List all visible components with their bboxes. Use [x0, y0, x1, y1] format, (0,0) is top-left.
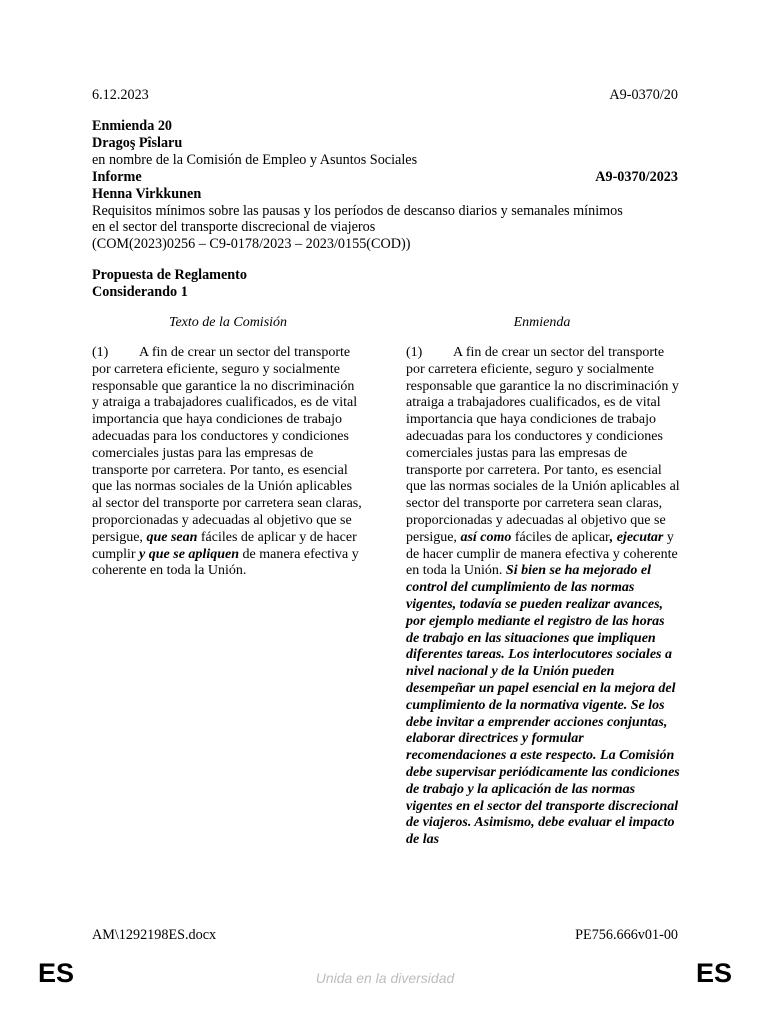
amendment-title: Enmienda 20: [92, 118, 173, 134]
commission-paragraph-number: (1): [92, 345, 109, 360]
commission-text-bold-2: y que se apliquen: [139, 546, 239, 562]
proposal-type: Propuesta de Reglamento: [92, 267, 247, 283]
language-code-right: ES: [695, 958, 732, 988]
subject-line-1: Requisitos mínimos sobre las pausas y los períodos de descanso diarios y semanales mínimos: [92, 203, 623, 219]
footer-pe-reference: PE756.666v01-00: [575, 927, 678, 943]
amendment-author: Dragoş Pîslaru: [92, 135, 183, 151]
footer-document-id: AM\1292198ES.docx: [92, 927, 217, 943]
amendment-text-bold-2: , ejecutar: [609, 529, 664, 545]
commission-text: [92, 345, 364, 580]
amendment-text-run-1: A fin de crear un sector del transporte por carretera eficiente, seguro y socialmente responsable que garantice la no discriminación y atraiga a trabajadores cualificados, es de vital importancia que haya condiciones de trabajo adecuadas para los conductores y condiciones comerciales justas para las empresas de transporte por carretera. Por tanto, es esencial que las normas sociales de la Unión aplicables al sector del transporte por carretera sean claras, proporcionadas y adecuadas al objetivo que se persigue,: [406, 345, 680, 545]
recital-label: Considerando 1: [92, 284, 188, 300]
commission-text-bold-1: que sean: [146, 529, 198, 545]
amendment-paragraph: [406, 345, 680, 849]
amendment-paragraph-number: (1): [406, 345, 423, 360]
commission-text-run-2: fáciles de aplicar y de hacer cumplir: [92, 529, 357, 562]
commission-text-run-1: A fin de crear un sector del transporte por carretera eficiente, seguro y socialmente responsable que garantice la no discriminación y atraiga a trabajadores cualificados, es de vital importancia que haya condiciones de trabajo adecuadas para los conductores y condiciones comerciales justas para las empresas de transporte por carretera. Por tanto, es esencial que las normas sociales de la Unión aplicables al sector del transporte por carretera sean claras, proporcionadas y adecuadas al objetivo que se persigue,: [92, 345, 362, 545]
report-number: A9-0370/2023: [595, 169, 678, 185]
commission-text-run-3: de manera efectiva y coherente en toda la Unión.: [92, 546, 359, 579]
amendment-on-behalf: en nombre de la Comisión de Empleo y Asuntos Sociales: [92, 152, 418, 168]
commission-paragraph: [92, 345, 364, 580]
rapporteur: Henna Virkkunen: [92, 186, 202, 202]
amendment-text-run-3: y de hacer cumplir de manera efectiva y coherente en toda la Unión.: [406, 529, 678, 579]
language-code-left: ES: [38, 958, 75, 988]
amendment-text: [406, 345, 680, 849]
right-column-heading: Enmienda: [513, 315, 571, 330]
amendment-text-bold-3: Si bien se ha mejorado el control del cumplimiento de las normas vigentes, todavía se pueden realizar avances, por ejemplo mediante el registro de las horas de trabajo en las situaciones que impliquen diferentes tareas. Los interlocutores sociales a nivel nacional y de la Unión pueden desempeñar un papel esencial en la mejora del cumplimiento de la normativa vigente. Se los debe invitar a emprender acciones conjuntas, elaborar directrices y formular recomendaciones a este respecto. La Comisión debe supervisar periódicamente las condiciones de trabajo y la aplicación de las normas vigentes en el sector del transporte discrecional de viajeros. Asimismo, debe evaluar el impacto de las: [406, 563, 680, 848]
report-label: Informe: [92, 169, 142, 185]
amendment-text-bold-1: así como: [460, 529, 512, 545]
document-date: 6.12.2023: [92, 87, 149, 103]
subject-line-2: en el sector del transporte discrecional de viajeros: [92, 219, 376, 235]
document-reference: A9-0370/20: [609, 87, 678, 103]
amendment-text-run-2: fáciles de aplicar: [511, 529, 610, 545]
procedure-reference: (COM(2023)0256 – C9-0178/2023 – 2023/0155(COD)): [92, 236, 411, 252]
left-column-heading: Texto de la Comisión: [168, 315, 288, 330]
eu-motto: Unida en la diversidad: [315, 970, 455, 986]
